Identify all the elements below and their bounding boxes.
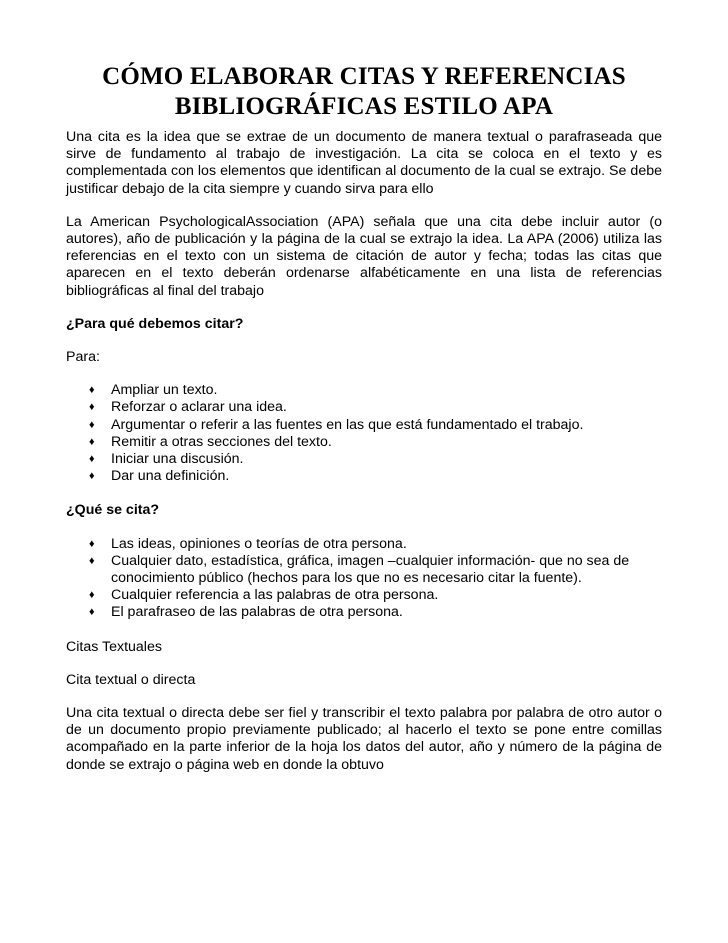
list-item xyxy=(66,587,662,604)
intro-paragraph: Una cita es la idea que se extrae de un documento de manera textual o parafraseada que sirve de fundamento al trabajo de investigación. La cita se coloca en el texto y es complementada con los elementos que identifican al documento de la cual se extrajo. Se debe justificar debajo de la cita siempre y cuando sirva para ello xyxy=(66,129,662,197)
list-item-text: Reforzar o aclarar una idea. xyxy=(111,399,287,416)
page-title xyxy=(66,62,662,122)
list-item xyxy=(66,399,662,416)
diamond-bullet-icon: ♦ xyxy=(89,537,95,550)
diamond-bullet-icon: ♦ xyxy=(89,453,95,466)
textual-citations-heading: Citas Textuales xyxy=(66,638,162,655)
why-cite-lead: Para: xyxy=(66,349,100,366)
list-item-text: Las ideas, opiniones o teorías de otra persona. xyxy=(111,535,407,552)
apa-paragraph: La American PsychologicalAssociation (APA) señala que una cita debe incluir autor (o autores), año de publicación y la página de la cual se extrajo la idea. La APA (2006) utiliza las referencias en el texto con un sistema de citación de autor y fecha; todas las citas que aparecen en el texto deberán ordenarse alfabéticamente en una lista de referencias bibliográficas al final del trabajo xyxy=(66,213,662,299)
list-item xyxy=(66,468,662,485)
list-item-text: Dar una definición. xyxy=(111,468,230,485)
list-item xyxy=(66,382,662,399)
diamond-bullet-icon: ♦ xyxy=(89,435,95,448)
direct-citation-paragraph: Una cita textual o directa debe ser fiel y transcribir el texto palabra por palabra de otro autor o de un documento propio previamente publicado; al hacerlo el texto se pone entre comillas acompañado en la parte inferior de la hoja los datos del autor, año y número de la página de donde se extrajo o página web en donde la obtuvo xyxy=(66,705,662,773)
what-cite-list xyxy=(66,536,662,622)
diamond-bullet-icon: ♦ xyxy=(89,606,95,619)
list-item-text: Remitir a otras secciones del texto. xyxy=(111,433,332,450)
diamond-bullet-icon: ♦ xyxy=(89,418,95,431)
direct-citation-subheading: Cita textual o directa xyxy=(66,671,196,688)
diamond-bullet-icon: ♦ xyxy=(89,470,95,483)
list-item-text: El parafraseo de las palabras de otra persona. xyxy=(111,604,403,621)
list-item xyxy=(66,536,662,553)
list-item xyxy=(66,553,662,587)
why-cite-heading: ¿Para qué debemos citar? xyxy=(66,315,244,332)
list-item-text: Cualquier referencia a las palabras de otra persona. xyxy=(111,587,439,604)
diamond-bullet-icon: ♦ xyxy=(89,384,95,397)
diamond-bullet-icon: ♦ xyxy=(89,589,95,602)
list-item xyxy=(66,604,662,621)
list-item xyxy=(66,451,662,468)
list-item xyxy=(66,434,662,451)
what-cite-heading: ¿Qué se cita? xyxy=(66,502,160,519)
list-item-text: Cualquier dato, estadística, gráfica, imagen –cualquier información- que no sea de conocimiento público (hechos para los que no es necesario citar la fuente). xyxy=(111,552,630,587)
why-cite-list xyxy=(66,382,662,485)
diamond-bullet-icon: ♦ xyxy=(89,401,95,414)
document-page xyxy=(66,62,662,790)
diamond-bullet-icon: ♦ xyxy=(89,554,95,567)
page-title-line-2: BIBLIOGRÁFICAS ESTILO APA xyxy=(174,93,554,120)
list-item-text: Argumentar o referir a las fuentes en las que está fundamentado el trabajo. xyxy=(111,416,584,433)
list-item-text: Iniciar una discusión. xyxy=(111,451,244,468)
page-title-line-1: CÓMO ELABORAR CITAS Y REFERENCIAS xyxy=(102,63,626,90)
list-item xyxy=(66,417,662,434)
list-item-text: Ampliar un texto. xyxy=(111,382,218,399)
